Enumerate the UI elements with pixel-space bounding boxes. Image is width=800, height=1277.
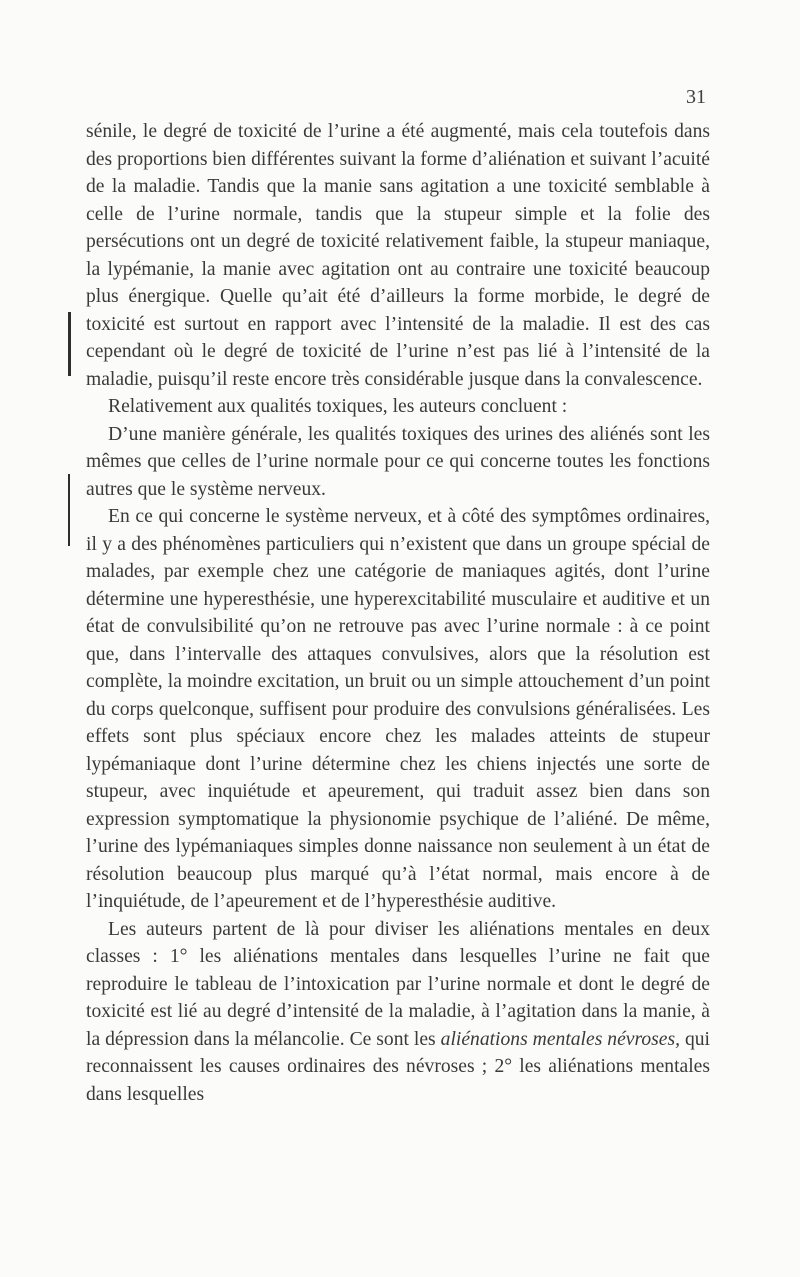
paragraph: D’une manière générale, les qualités toxiques des urines des aliénés sont les mêmes que celles de l’urine normale pour ce qui concerne toutes les fonctions autres que le système nerveux. <box>86 423 710 500</box>
margin-mark <box>68 312 71 376</box>
margin-mark <box>68 474 70 546</box>
page-number: 31 <box>686 86 706 108</box>
italic-term: aliénations mentales névroses, <box>440 1028 681 1050</box>
paragraph-text: Les auteurs partent de là pour diviser les aliénations mentales en deux classes : 1° les aliénations mentales dans lesquelles l’urine ne fait que reproduire le tableau de l’intoxication par l’urine normale et dont le degré de toxicité est lié au degré d’intensité de la maladie, à l’agitation dans la manie, à la dépression dans la mélancolie. Ce sont les <box>86 918 710 1050</box>
body-text <box>86 118 710 1108</box>
paragraph: En ce qui concerne le système nerveux, et à côté des symptômes ordinaires, il y a des phénomènes particuliers qui n’existent que dans un groupe spécial de malades, par exemple chez une catégorie de maniaques agités, dont l’urine détermine une hyperesthésie, une hyperexcitabilité musculaire et auditive et un état de convulsibilité qu’on ne retrouve pas avec l’urine normale : à ce point que, dans l’intervalle des attaques convulsives, alors que la résolution est complète, la moindre excitation, un bruit ou un simple attouchement d’un point du corps quelconque, suffisent pour produire des convulsions généralisées. Les effets sont plus spéciaux encore chez les malades atteints de stupeur lypémaniaque dont l’urine détermine chez les chiens injectés une sorte de stupeur, avec inquiétude et apeurement, qui traduit assez bien dans son expression symptomatique la physionomie psychique de l’aliéné. De même, l’urine des lypémaniaques simples donne naissance non seulement à un état de résolution beaucoup plus marqué qu’à l’état normal, mais encore à de l’inquiétude, de l’apeurement et de l’hyperesthésie auditive. <box>86 506 710 912</box>
paragraph-text: qui reconnaissent les causes ordinaires des névroses ; 2° les aliénations mentales dans lesquelles <box>86 1028 711 1105</box>
paragraph <box>86 916 710 1109</box>
paragraph: Relativement aux qualités toxiques, les auteurs concluent : <box>108 396 568 417</box>
paragraph: sénile, le degré de toxicité de l’urine a été augmenté, mais cela toutefois dans des proportions bien différentes suivant la forme d’aliénation et suivant l’acuité de la maladie. Tandis que la manie sans agitation a une toxicité semblable à celle de l’urine normale, tandis que la stupeur simple et la folie des persécutions ont un degré de toxicité relativement faible, la stupeur maniaque, la lypémanie, la manie avec agitation ont au contraire une toxicité beaucoup plus énergique. Quelle qu’ait été d’ailleurs la forme morbide, le degré de toxicité est surtout en rapport avec l’intensité de la maladie. Il est des cas cependant où le degré de toxicité de l’urine n’est pas lié à l’intensité de la maladie, puisqu’il reste encore très considérable jusque dans la convalescence. <box>86 121 710 390</box>
